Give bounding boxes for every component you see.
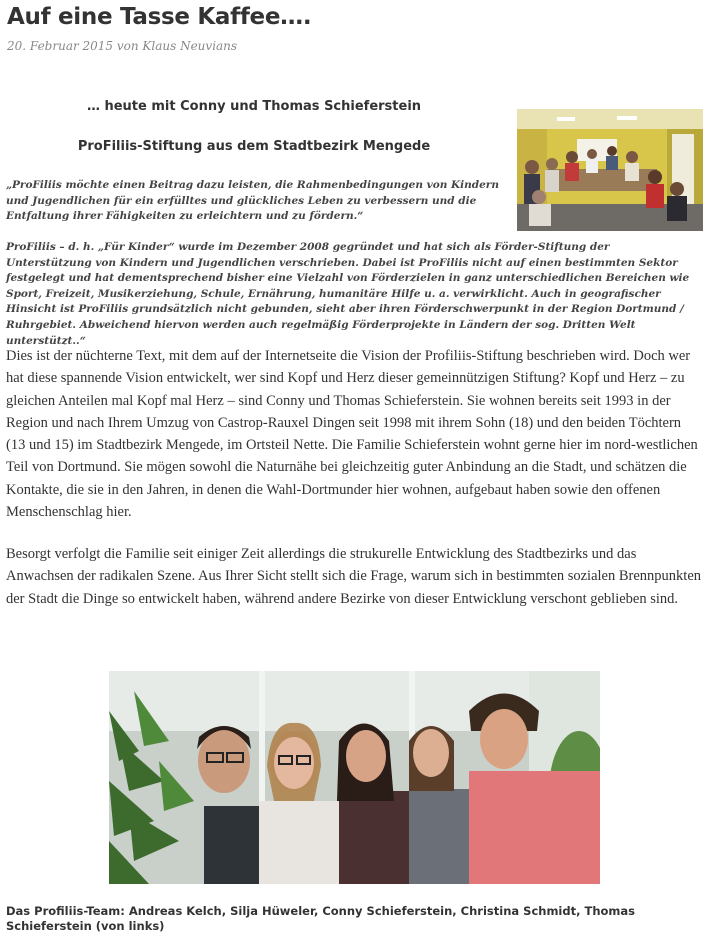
team-photo-caption: Das Profiliis-Team: Andreas Kelch, Silja Hüweler, Conny Schieferstein, Christina Schmidt, Thomas Schieferstein (von links): [6, 904, 635, 933]
article-title: Auf eine Tasse Kaffee….: [7, 4, 312, 30]
subheading-guest: … heute mit Conny und Thomas Schieferstein: [86, 99, 422, 114]
body-paragraph-2: Besorgt verfolgt die Familie seit einiger Zeit allerdings die strukurelle Entwicklung des Stadtbezirks und das Anwachsen der radikalen Szene. Aus Ihrer Sicht stellt sich die Frage, warum sich in bestimmten sozialen Brennpunkten der Stadt die Dinge so entwickelt haben, während andere Bezirke von dieser Entwicklung verschont geblieben sind.: [6, 546, 702, 607]
vision-quote: „ProFiliis möchte einen Beitrag dazu leisten, die Rahmenbedingungen von Kindern und Jugendlichen für ein erfülltes und glückliches Leben zu verbessern und die Entfaltung ihrer Fähigkeiten zu erleichtern und zu fördern.“: [6, 179, 499, 223]
meeting-photo: [517, 109, 703, 231]
article-meta: 20. Februar 2015 von Klaus Neuvians: [7, 39, 238, 53]
subheading-foundation: ProFiliis-Stiftung aus dem Stadtbezirk Mengede: [77, 139, 431, 154]
foundation-quote: ProFiliis – d. h. „Für Kinder“ wurde im Dezember 2008 gegründet und hat sich als Förder-Stiftung der Unterstützung von Kindern und Jugendlichen verschrieben. Dabei ist ProFiliis nicht auf einen bestimmten Sektor festgelegt und hat dementsprechend bisher eine Vielzahl von Förderzielen in ganz unterschiedlichen Bereichen wie Sport, Freizeit, Musikerziehung, Schule, Ernährung, humanitäre Hilfe u. a. verwirklicht. Auch in geografischer Hinsicht ist ProFiliis grundsätzlich nicht gebunden, sieht aber ihren Förderschwerpunkt in der Region Dortmund / Ruhrgebiet. Abweichend hiervon werden auch regelmäßig Förderprojekte in Ländern der sog. Dritten Welt unterstützt..“: [6, 241, 690, 347]
team-photo: [109, 671, 600, 884]
body-paragraph-1: Dies ist der nüchterne Text, mit dem auf der Internetseite die Vision der Profiliis-Stiftung beschrieben wird. Doch wer hat diese spannende Vision entwickelt, wer sind Kopf und Herz dieser gemeinnützigen Stiftung? Kopf und Herz – zu gleichen Anteilen mal Kopf mal Herz – sind Conny und Thomas Schieferstein. Sie wohnen bereits seit 1993 in der Region und nach Ihrem Umzug von Castrop-Rauxel Dingen seit 1998 mit ihrem Sohn (18) und den beiden Töchtern (13 und 15) im Stadtbezirk Mengede, im Ortsteil Nette. Die Familie Schieferstein wohnt gerne hier im nord-westlichen Teil von Dortmund. Sie mögen sowohl die Naturnähe bei gleichzeitig guter Anbindung an die Stadt, und schätzen die Kontakte, die sie in den Jahren, in denen die Wahl-Dortmunder hier wohnen, aufgebaut haben sowie den offenen Menschenschlag hier.: [6, 348, 698, 521]
